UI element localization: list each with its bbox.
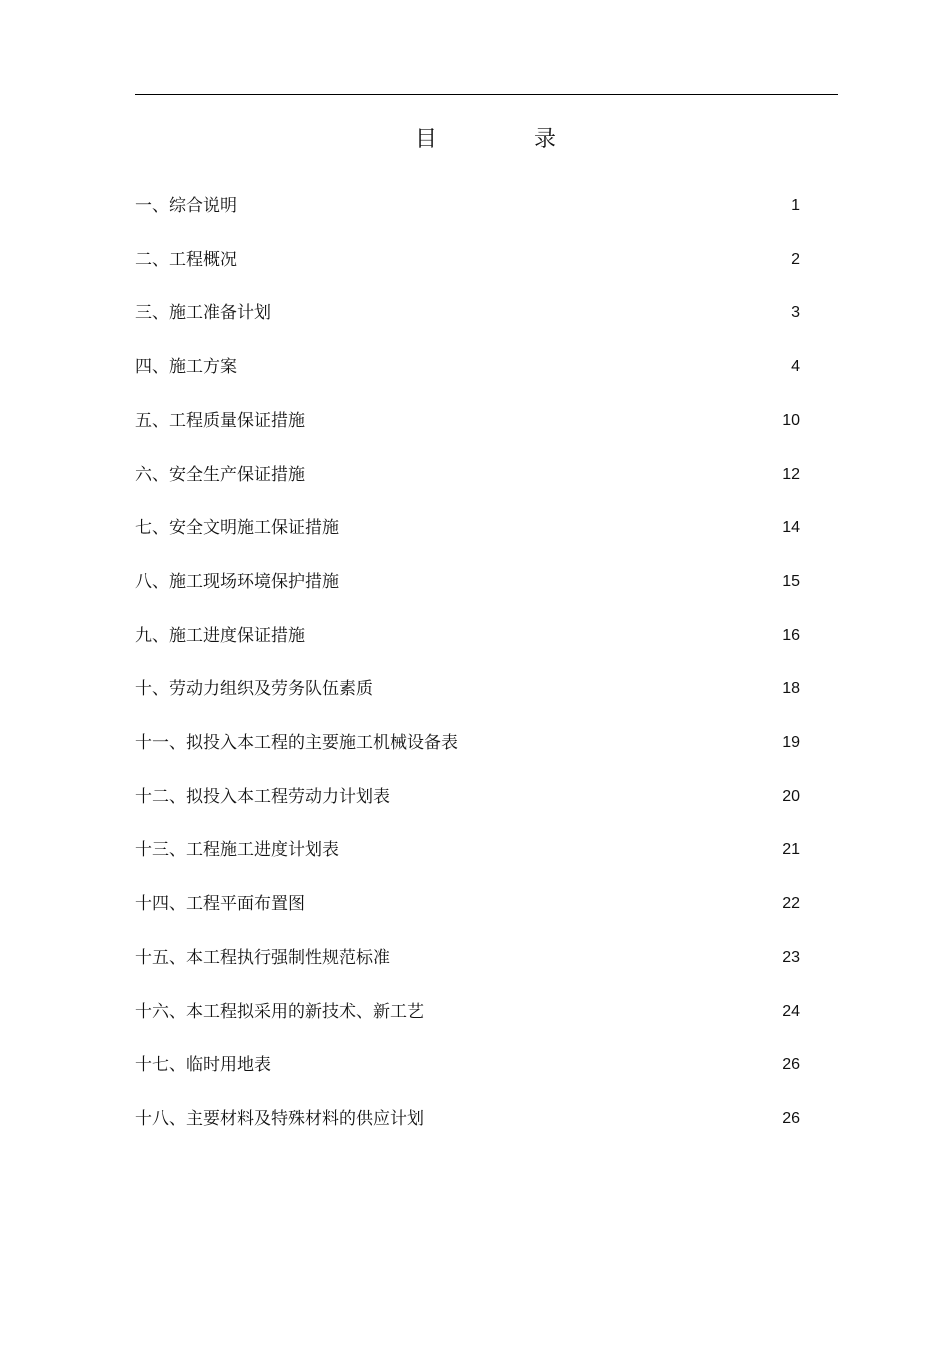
- toc-entry: [135, 512, 800, 544]
- toc-entry: [135, 244, 800, 276]
- toc-entry-page: 18: [782, 680, 800, 698]
- toc-entry-label: 三、施工准备计划: [135, 303, 271, 324]
- toc-entry-label: 一、综合说明: [135, 196, 237, 216]
- title-char: 录: [534, 127, 557, 152]
- toc-entry-label: 十三、工程施工进度计划表: [135, 840, 339, 861]
- toc-entry-label: 二、工程概况: [135, 249, 237, 270]
- toc-entry: [135, 727, 800, 759]
- toc-entry-label: 十七、临时用地表: [135, 1055, 271, 1076]
- toc-entry: [135, 405, 800, 437]
- toc-entry-page: 22: [782, 895, 800, 913]
- toc-entry-label: 十、劳动力组织及劳务队伍素质: [135, 679, 373, 700]
- toc-entry-page: 4: [791, 358, 800, 376]
- toc-entry: [135, 673, 800, 705]
- toc-entry-label: 十四、工程平面布置图: [135, 894, 305, 915]
- title-char: 目: [415, 127, 438, 152]
- toc-entry-page: 15: [782, 572, 800, 590]
- toc-entry-label: 六、安全生产保证措施: [135, 464, 305, 485]
- toc-entry: [135, 1049, 800, 1081]
- toc-entry-label: 七、安全文明施工保证措施: [135, 518, 339, 539]
- toc-entry-page: 3: [791, 304, 800, 322]
- toc-entry: [135, 834, 800, 866]
- toc-entry-page: 26: [782, 1109, 800, 1127]
- toc-entry-label: 四、施工方案: [135, 357, 237, 378]
- toc-entry: [135, 942, 800, 974]
- toc-entry-label: 九、施工进度保证措施: [135, 625, 305, 646]
- toc-entry-label: 十五、本工程执行强制性规范标准: [135, 947, 390, 968]
- toc-entry-page: 12: [782, 465, 800, 483]
- toc-entry: [135, 996, 800, 1028]
- toc-entry-page: 14: [782, 519, 800, 537]
- toc-entry-page: 1: [791, 197, 800, 214]
- toc-entry-page: 19: [782, 734, 800, 751]
- toc-entry-page: 20: [782, 787, 800, 805]
- toc-entry: [135, 888, 800, 920]
- toc-title: [0, 124, 950, 156]
- toc-entry: [135, 566, 800, 598]
- header-rule: [135, 94, 838, 95]
- toc-entry-page: 2: [791, 250, 800, 268]
- toc-entry: [135, 1103, 800, 1135]
- toc-entry: [135, 297, 800, 329]
- toc-entry-page: 24: [782, 1002, 800, 1020]
- toc-entry-page: 16: [782, 626, 800, 644]
- toc-entry: [135, 781, 800, 813]
- toc-entry-page: 23: [782, 948, 800, 966]
- toc-entry-label: 八、施工现场环境保护措施: [135, 571, 339, 592]
- toc-entry-label: 十一、拟投入本工程的主要施工机械设备表: [135, 733, 458, 753]
- toc-entry: [135, 190, 800, 222]
- toc-entry: [135, 351, 800, 383]
- toc-entry: [135, 620, 800, 652]
- toc-entry-label: 十二、拟投入本工程劳动力计划表: [135, 786, 390, 807]
- toc-entry-page: 10: [782, 411, 800, 429]
- toc-entry: [135, 459, 800, 491]
- toc-entry-label: 十八、主要材料及特殊材料的供应计划: [135, 1108, 424, 1129]
- toc-entry-label: 十六、本工程拟采用的新技术、新工艺: [135, 1001, 424, 1022]
- toc-entry-label: 五、工程质量保证措施: [135, 410, 305, 431]
- toc-entry-page: 21: [782, 841, 800, 859]
- toc-entry-page: 26: [782, 1056, 800, 1074]
